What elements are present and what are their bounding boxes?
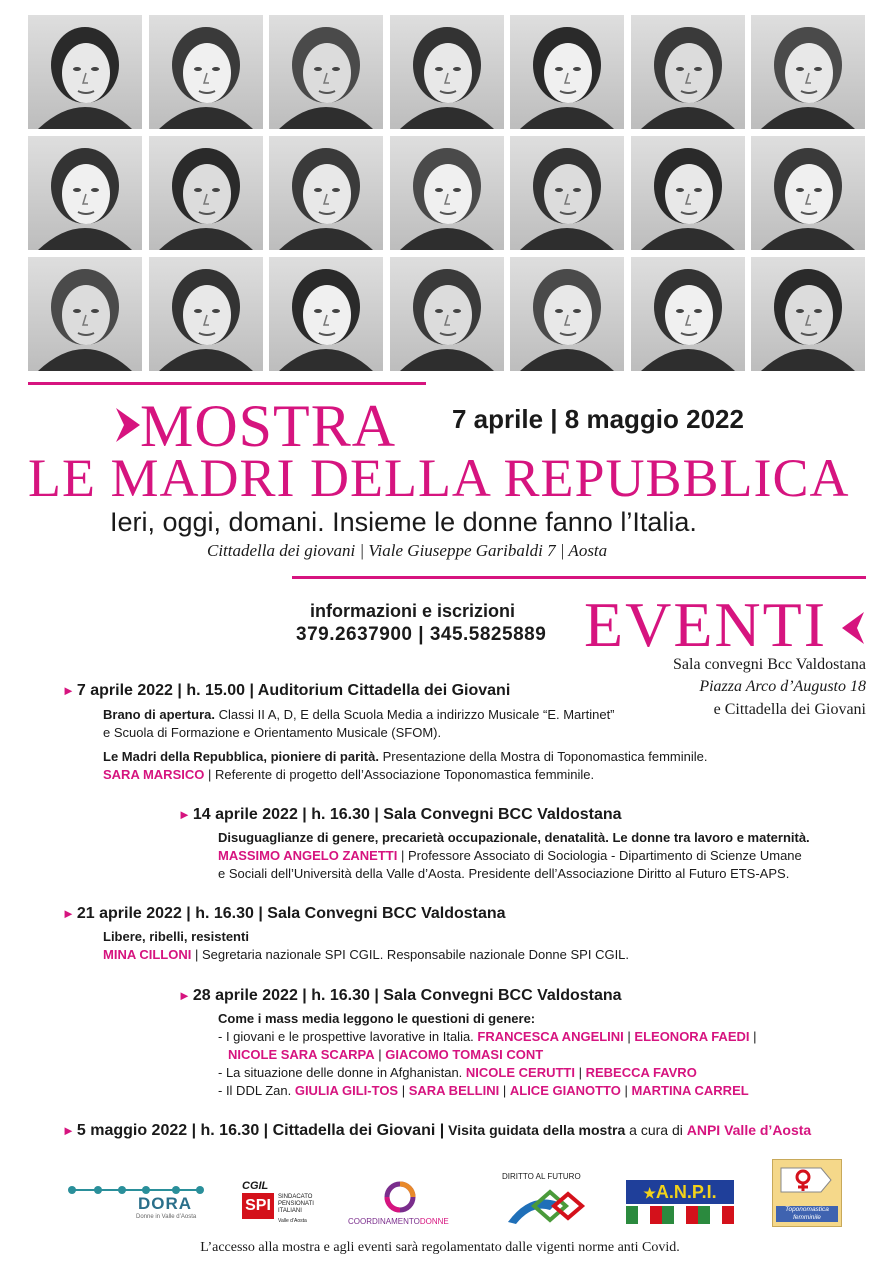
chevron-left-icon	[842, 612, 864, 644]
event-1-line-4-text: | Referente di progetto dell’Associazione Toponomastica femminile.	[204, 767, 595, 782]
event-4-line-1: Come i mass media leggono le questioni di genere:	[218, 1011, 536, 1026]
speaker-name: ELEONORA FAEDI	[634, 1029, 750, 1044]
event-4-header	[178, 987, 622, 1005]
speaker-name: NICOLE SARA SCARPA	[228, 1047, 375, 1062]
portrait-face-icon	[751, 257, 865, 371]
event-1-line-3-bold: Le Madri della Repubblica, pioniere di parità.	[103, 749, 379, 764]
speaker-name: MARTINA CARREL	[631, 1083, 749, 1098]
donne-word: DONNE	[419, 1217, 449, 1226]
middle-rule	[292, 576, 866, 579]
dora-wordmark: DORA	[138, 1194, 193, 1213]
spi-text-3: ITALIANI	[278, 1208, 302, 1214]
spi-wordmark: SPI	[242, 1193, 274, 1219]
portrait-face-icon	[269, 136, 383, 250]
event-3-line-2-text: | Segretaria nazionale SPI CGIL. Responsabile nazionale Donne SPI CGIL.	[191, 947, 630, 962]
speaker-name: FRANCESCA ANGELINI	[477, 1029, 624, 1044]
event-4-line-5: - Il DDL Zan. GIULIA GILI-TOS | SARA BELLINI | ALICE GIANOTTO | MARTINA CARREL	[218, 1083, 749, 1098]
tagline: Ieri, oggi, domani. Insieme le donne fanno l’Italia.	[110, 507, 697, 537]
anpi-flag	[626, 1206, 734, 1224]
speaker-name: NICOLE CERUTTI	[465, 1065, 575, 1080]
portrait-16	[149, 257, 263, 371]
event-4-title: 28 aprile 2022 | h. 16.30 | Sala Convegni BCC Valdostana	[192, 987, 622, 1004]
event-1-line-3	[103, 749, 708, 764]
event-3-title: 21 aprile 2022 | h. 16.30 | Sala Convegni BCC Valdostana	[76, 905, 506, 922]
event-2-line-1: Disuguaglianze di genere, precarietà occupazionale, denatalità. Le donne tra lavoro e maternità.	[218, 830, 810, 845]
anpi-wordmark: A.N.P.I.	[655, 1182, 717, 1202]
event-1-line-3-text: Presentazione della Mostra di Toponomastica femminile.	[378, 749, 708, 764]
portrait-face-icon	[510, 136, 624, 250]
coordinamento-word: COORDINAMENTO	[348, 1217, 420, 1226]
event-1-header	[62, 682, 510, 700]
portrait-face-icon	[28, 15, 142, 129]
event-2-title: 14 aprile 2022 | h. 16.30 | Sala Convegni BCC Valdostana	[192, 806, 622, 823]
portrait-face-icon	[269, 15, 383, 129]
event-3-line-2	[103, 947, 629, 962]
info-label: informazioni e iscrizioni	[310, 601, 516, 621]
portrait-face-icon	[631, 257, 745, 371]
spi-cgil-logo	[242, 1180, 322, 1230]
chevron-right-icon	[116, 408, 140, 442]
portrait-face-icon	[631, 136, 745, 250]
arrow-marker-icon: ►	[62, 683, 75, 698]
arrow-marker-icon: ►	[178, 807, 191, 822]
event-4-line-2-text: - I giovani e le prospettive lavorative in Italia.	[218, 1029, 478, 1044]
portrait-18	[390, 257, 504, 371]
portrait-face-icon	[510, 257, 624, 371]
event-4-line-2: - I giovani e le prospettive lavorative in Italia. FRANCESCA ANGELINI | ELEONORA FAEDI |	[218, 1029, 757, 1044]
dora-logo	[66, 1178, 206, 1224]
event-4-line-4-text: - La situazione delle donne in Afghanistan.	[218, 1065, 466, 1080]
event-2-header	[178, 806, 622, 824]
arrow-marker-icon: ►	[62, 1123, 75, 1138]
arrow-marker-icon: ►	[62, 906, 75, 921]
portrait-face-icon	[390, 136, 504, 250]
portrait-12	[510, 136, 624, 250]
portrait-grid	[28, 15, 871, 371]
spi-text-4: Valle d’Aosta	[278, 1218, 307, 1224]
portrait-face-icon	[631, 15, 745, 129]
event-1-title: 7 aprile 2022 | h. 15.00 | Auditorium Cittadella dei Giovani	[76, 682, 511, 699]
speaker-name: SARA MARSICO	[103, 767, 205, 782]
portrait-face-icon	[751, 15, 865, 129]
portrait-9	[149, 136, 263, 250]
speaker-name: REBECCA FAVRO	[585, 1065, 697, 1080]
portrait-face-icon	[149, 15, 263, 129]
diritto-al-futuro-logo	[500, 1172, 592, 1230]
speaker-name: MASSIMO ANGELO ZANETTI	[218, 848, 398, 863]
portrait-8	[28, 136, 142, 250]
event-5-title: 5 maggio 2022 | h. 16.30 | Cittadella dei Giovani |	[76, 1122, 445, 1139]
top-rule	[28, 382, 426, 385]
exhibition-dates: 7 aprile | 8 maggio 2022	[452, 404, 744, 434]
portrait-19	[510, 257, 624, 371]
exhibition-title: LE MADRI DELLA REPUBBLICA	[28, 448, 850, 508]
portrait-7	[751, 15, 865, 129]
info-phones: 379.2637900 | 345.5825889	[296, 624, 547, 645]
spi-text-1: SINDACATO	[278, 1194, 313, 1200]
toponomastica-text: Toponomastica femminile	[776, 1206, 838, 1222]
event-4-line-3: NICOLE SARA SCARPA | GIACOMO TOMASI CONT	[228, 1047, 544, 1062]
event-1-line-2: e Scuola di Formazione e Orientamento Musicale (SFOM).	[103, 725, 442, 740]
star-icon: ★	[643, 1185, 656, 1201]
event-5-visit: Visita guidata della mostra	[444, 1122, 626, 1138]
portrait-2	[149, 15, 263, 129]
spi-text-2: PENSIONATI	[278, 1201, 314, 1207]
female-sign-icon	[777, 1164, 835, 1204]
portrait-face-icon	[149, 136, 263, 250]
coordinamento-donne-logo	[348, 1180, 468, 1230]
portrait-13	[631, 136, 745, 250]
event-5-header	[62, 1122, 811, 1140]
eventi-location-2: Piazza Arco d’Augusto 18	[699, 678, 866, 695]
coordinamento-swirl-icon	[382, 1180, 422, 1214]
event-1-line-1	[103, 707, 615, 722]
event-1-line-1-text: Classi II A, D, E della Scuola Media a indirizzo Musicale “E. Martinet”	[214, 707, 615, 722]
coordinamento-text	[348, 1217, 449, 1226]
arrow-marker-icon: ►	[178, 988, 191, 1003]
event-3-header	[62, 905, 506, 923]
mostra-title: MOSTRA	[140, 393, 397, 459]
anpi-logo	[626, 1180, 734, 1226]
portrait-5	[510, 15, 624, 129]
event-5-organizer: ANPI Valle d’Aosta	[686, 1122, 812, 1138]
dora-subtitle: Donne in Valle d’Aosta	[136, 1214, 197, 1220]
speaker-name: ALICE GIANOTTO	[509, 1083, 621, 1098]
portrait-face-icon	[390, 257, 504, 371]
portrait-21	[751, 257, 865, 371]
covid-notice: L’accesso alla mostra e agli eventi sarà regolamentato dalle vigenti norme anti Covid.	[200, 1240, 680, 1255]
portrait-4	[390, 15, 504, 129]
portrait-1	[28, 15, 142, 129]
exhibition-venue: Cittadella dei giovani | Viale Giuseppe Garibaldi 7 | Aosta	[207, 541, 608, 560]
event-2-line-2	[218, 848, 802, 863]
diritto-text: DIRITTO AL FUTURO	[502, 1172, 581, 1181]
speaker-name: GIULIA GILI-TOS	[294, 1083, 399, 1098]
portrait-15	[28, 257, 142, 371]
anpi-banner	[626, 1180, 734, 1204]
portrait-3	[269, 15, 383, 129]
portrait-17	[269, 257, 383, 371]
portrait-face-icon	[751, 136, 865, 250]
toponomastica-logo	[772, 1159, 842, 1227]
portrait-face-icon	[510, 15, 624, 129]
event-4-line-5-text: - Il DDL Zan.	[218, 1083, 295, 1098]
event-5-cura: a cura di	[625, 1122, 687, 1138]
eventi-title: EVENTI	[584, 589, 828, 660]
event-4-line-4: - La situazione delle donne in Afghanistan. NICOLE CERUTTI | REBECCA FAVRO	[218, 1065, 697, 1080]
speaker-name: GIACOMO TOMASI CONT	[385, 1047, 544, 1062]
portrait-face-icon	[149, 257, 263, 371]
portrait-face-icon	[390, 15, 504, 129]
portrait-6	[631, 15, 745, 129]
event-1-line-4	[103, 767, 594, 782]
diritto-swoosh-icon	[502, 1184, 588, 1228]
cgil-wordmark: CGIL	[242, 1180, 269, 1192]
event-2-line-3: e Sociali dell’Università della Valle d’Aosta. Presidente dell’Associazione Diritto al Futuro ETS-APS.	[218, 866, 790, 881]
portrait-11	[390, 136, 504, 250]
speaker-name: SARA BELLINI	[408, 1083, 500, 1098]
portrait-face-icon	[28, 136, 142, 250]
portrait-face-icon	[269, 257, 383, 371]
event-3-line-1: Libere, ribelli, resistenti	[103, 929, 249, 944]
eventi-location-1: Sala convegni Bcc Valdostana	[673, 656, 866, 673]
eventi-location-3: e Cittadella dei Giovani	[713, 701, 866, 718]
portrait-face-icon	[28, 257, 142, 371]
speaker-name: MINA CILLONI	[103, 947, 192, 962]
portrait-20	[631, 257, 745, 371]
event-1-line-1-bold: Brano di apertura.	[103, 707, 215, 722]
portrait-14	[751, 136, 865, 250]
event-2-line-2-text: | Professore Associato di Sociologia - Dipartimento di Scienze Umane	[397, 848, 802, 863]
portrait-10	[269, 136, 383, 250]
